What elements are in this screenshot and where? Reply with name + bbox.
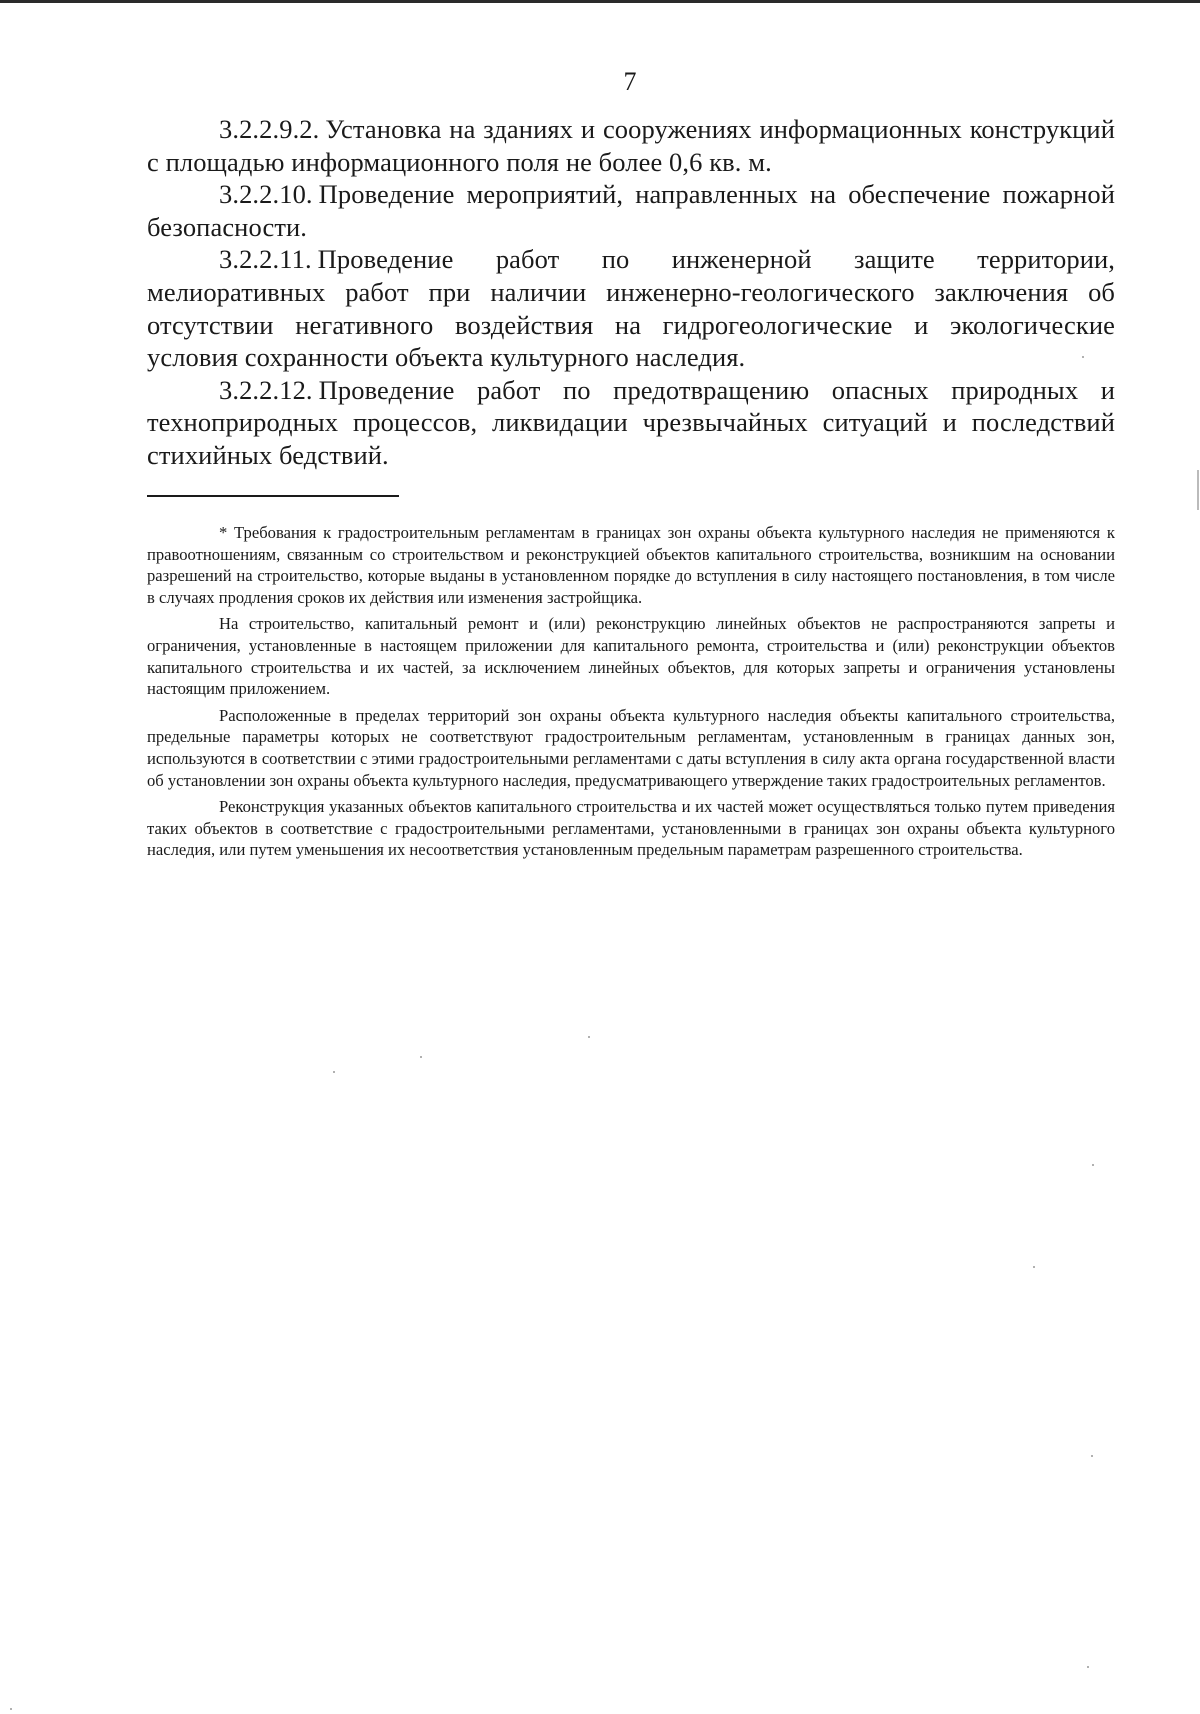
- section-text: Проведение работ по инженерной защите территории, мелиоративных работ при наличии инженерно-геологического заключения об отсутствии негативного воздействия на гидрогеологические и экологические условия сохранности объекта культурного наследия.: [147, 244, 1115, 373]
- section-number: 3.2.2.10.: [219, 179, 313, 210]
- scan-speck: [1092, 1164, 1094, 1166]
- scan-speck: [1082, 356, 1084, 358]
- scan-speck: [1087, 1666, 1089, 1668]
- section-paragraph: [147, 243, 1115, 373]
- section-paragraph: [147, 113, 1115, 178]
- section-text: Проведение мероприятий, направленных на обеспечение пожарной безопасности.: [147, 179, 1115, 242]
- footnote-paragraph: Расположенные в пределах территорий зон охраны объекта культурного наследия объекты капитального строительства, предельные параметры которых не соответствуют градостроительным регламентам, установленным в границах данных зон, используются в соответствии с этими градостроительными регламентами с даты вступления в силу акта органа государственной власти об установлении зон охраны объекта культурного наследия, предусматривающего утверждение таких градостроительных регламентов.: [147, 705, 1115, 790]
- section-paragraph: [147, 374, 1115, 472]
- scan-speck: [420, 1056, 422, 1058]
- section-number: 3.2.2.12.: [219, 374, 313, 405]
- footnote-paragraph: * Требования к градостроительным регламентам в границах зон охраны объекта культурного наследия не применяются к правоотношениям, связанным со строительством и реконструкцией объектов капитального строительства, возникшим на основании разрешений на строительство, которые выданы в установленном порядке до вступления в силу настоящего постановления, в том числе в случаях продления сроков их действия или изменения застройщика.: [147, 523, 1115, 607]
- footnote-separator: [147, 495, 399, 497]
- top-edge-line: [0, 0, 1200, 3]
- footnotes: [147, 522, 1115, 866]
- section-number: 3.2.2.11.: [219, 244, 312, 275]
- scan-speck: [1091, 1455, 1093, 1457]
- section-paragraph: [147, 178, 1115, 243]
- footnote-paragraph: Реконструкция указанных объектов капитального строительства и их частей может осуществляться только путем приведения таких объектов в соответствие с градостроительными регламентами, установленными в границах зон охраны объекта культурного наследия, или путем уменьшения их несоответствия установленным предельным параметрам разрешенного строительства.: [147, 797, 1115, 860]
- page-number: 7: [623, 67, 637, 96]
- section-text: Проведение работ по предотвращению опасных природных и технoприродных процессов, ликвидации чрезвычайных ситуаций и последствий стихийных бедствий.: [147, 374, 1115, 470]
- section-text: Установка на зданиях и сооружениях информационных конструкций с площадью информационного поля не более 0,6 кв. м.: [147, 114, 1115, 177]
- section-number: 3.2.2.9.2.: [219, 114, 320, 144]
- scan-speck: [333, 1071, 335, 1073]
- scan-speck: [588, 1036, 590, 1038]
- scan-speck: [10, 1708, 12, 1710]
- scan-edge-mark: [1197, 470, 1199, 510]
- main-text: [147, 113, 1115, 472]
- scan-speck: [1033, 1266, 1035, 1268]
- footnote-paragraph: На строительство, капитальный ремонт и (или) реконструкцию линейных объектов не распространяются запреты и ограничения, установленные в настоящем приложении для капитального ремонта, строительства и (или) реконструкции объектов капитального строительства и их частей, за исключением линейных объектов, для которых запреты и ограничения установлены настоящим приложением.: [147, 614, 1115, 699]
